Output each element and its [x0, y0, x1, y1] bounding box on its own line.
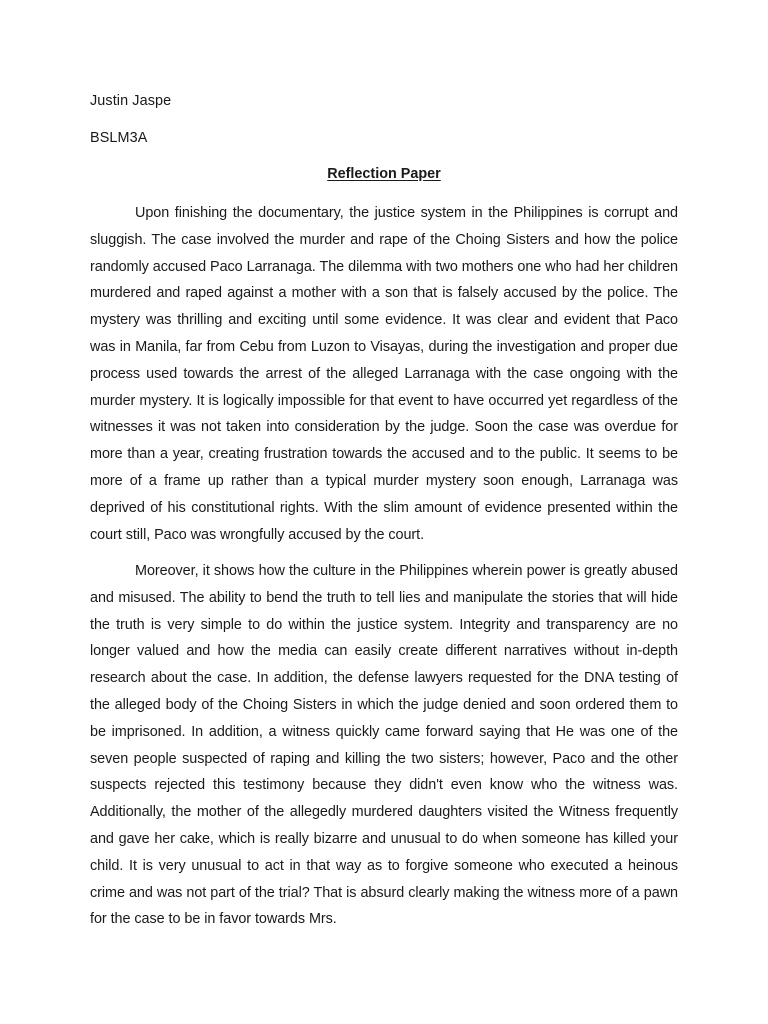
- page-title: Reflection Paper: [327, 166, 441, 182]
- author-name: Justin Jaspe: [90, 93, 172, 109]
- class-section: BSLM3A: [90, 130, 148, 146]
- body-paragraph-2: Moreover, it shows how the culture in the Philippines wherein power is greatly abused and misused. The ability to bend the truth to tell lies and manipulate the stories that will hide the truth is very simple to do within the justice system. Integrity and transparency are no longer valued and how the media can easily create different narratives without in-depth research about the case. In addition, the defense lawyers requested for the DNA testing of the alleged body of the Choing Sisters in which the judge denied and soon ordered them to be imprisoned. In addition, a witness quickly came forward saying that He was one of the seven people suspected of raping and killing the two sisters; however, Paco and the other suspects rejected this testimony because they didn't even know who the witness was. Additionally, the mother of the allegedly murdered daughters visited the Witness frequently and gave her cake, which is really bizarre and unusual to do when someone has killed your child. It is very unusual to act in that way as to forgive someone who executed a heinous crime and was not part of the trial? That is absurd clearly making the witness more of a pawn for the case to be in favor towards Mrs.: [90, 563, 678, 928]
- body-paragraph-1: Upon finishing the documentary, the justice system in the Philippines is corrupt and sluggish. The case involved the murder and rape of the Choing Sisters and how the police randomly accused Paco Larranaga. The dilemma with two mothers one who had her children murdered and raped against a mother with a son that is falsely accused by the police. The mystery was thrilling and exciting until some evidence. It was clear and evident that Paco was in Manila, far from Cebu from Luzon to Visayas, during the investigation and proper due process used towards the arrest of the alleged Larranaga with the case ongoing with the murder mystery. It is logically impossible for that event to have occurred yet regardless of the witnesses it was not taken into consideration by the judge. Soon the case was overdue for more than a year, creating frustration towards the accused and to the public. It seems to be more of a frame up rather than a typical murder mystery soon enough, Larranaga was deprived of his constitutional rights. With the slim amount of evidence presented within the court still, Paco was wrongfully accused by the court.: [90, 205, 678, 543]
